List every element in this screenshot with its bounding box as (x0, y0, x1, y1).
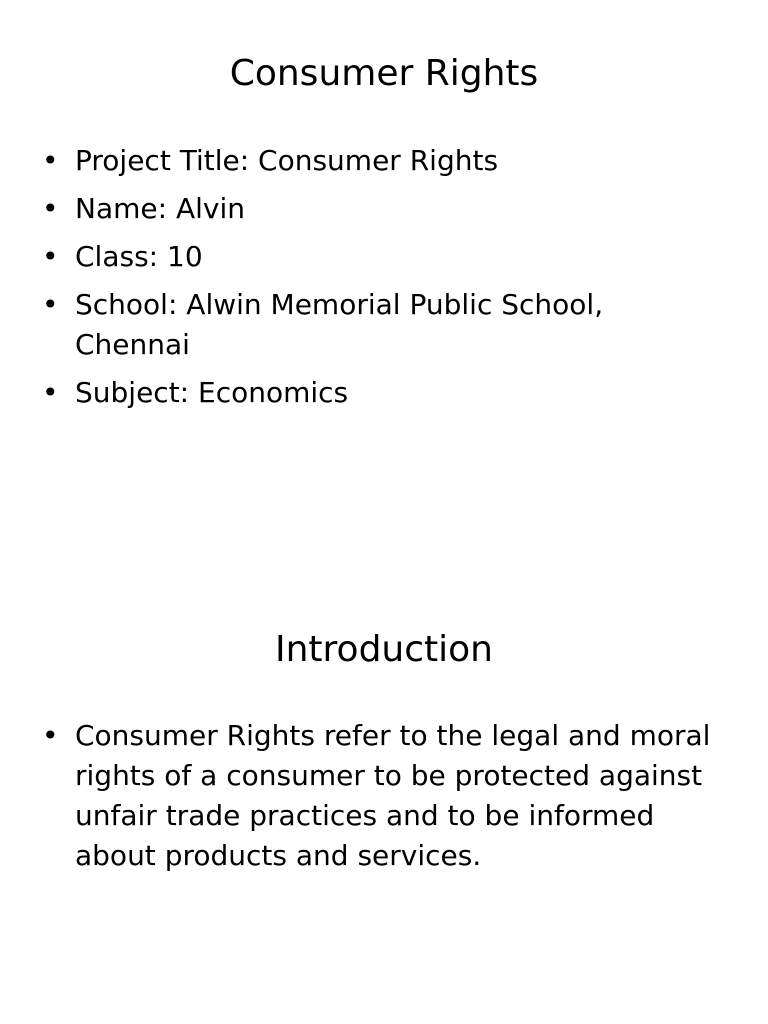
bullet-text: Name: Alvin (75, 192, 245, 225)
bullet-dot-icon: • (42, 192, 59, 225)
bullet-text: Consumer Rights refer to the legal and moral rights of a consumer to be protected against unfair trade practices and to be informed about products and services. (75, 719, 711, 872)
bullet-list (42, 141, 722, 421)
bullet-text: Project Title: Consumer Rights (75, 144, 499, 177)
slide-title: Introduction (274, 629, 493, 670)
bullet-text: Subject: Economics (75, 376, 349, 409)
bullet-dot-icon: • (42, 240, 59, 273)
bullet-dot-icon: • (42, 376, 59, 409)
slide-title: Consumer Rights (229, 53, 539, 94)
bullet-dot-icon: • (42, 719, 59, 752)
list-item (42, 141, 722, 181)
bullet-text: School: Alwin Memorial Public School, Chennai (75, 288, 604, 361)
bullet-dot-icon: • (42, 288, 59, 321)
list-item (42, 237, 722, 277)
list-item (42, 373, 722, 413)
bullet-text: Class: 10 (75, 240, 203, 273)
list-item (42, 189, 722, 229)
list-item (42, 285, 722, 365)
bullet-list (42, 716, 722, 884)
list-item (42, 716, 722, 876)
bullet-dot-icon: • (42, 144, 59, 177)
slide-2 (0, 576, 768, 1024)
